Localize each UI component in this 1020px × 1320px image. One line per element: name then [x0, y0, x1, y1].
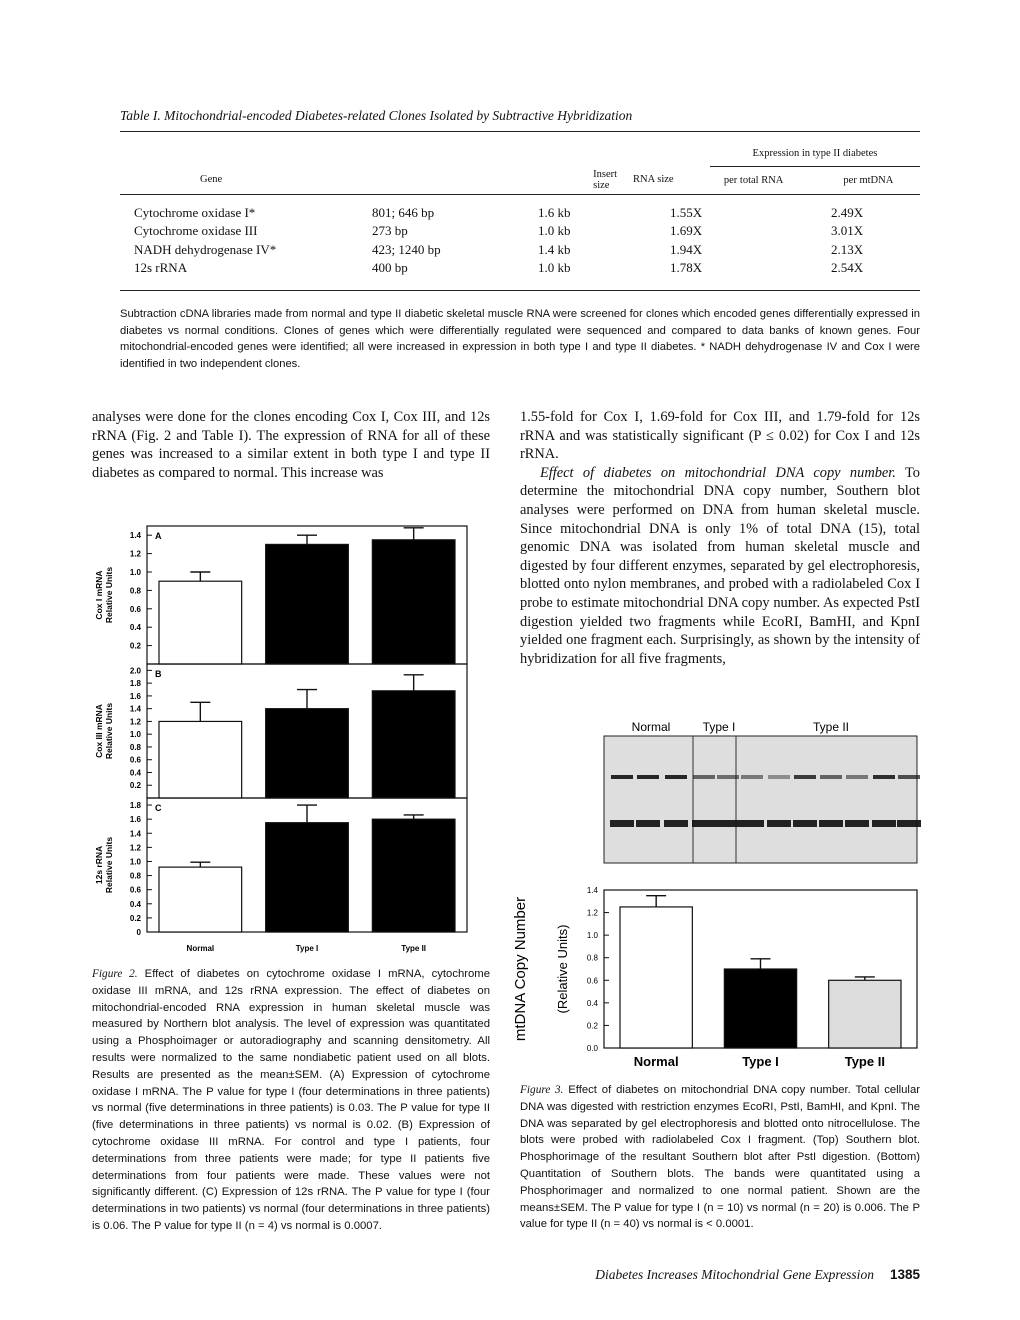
table-1: [120, 142, 920, 195]
blot-band-upper: [611, 775, 633, 779]
blot-band-upper: [665, 775, 687, 779]
y-tick-label: 1.6: [129, 691, 141, 701]
blot-band-upper: [898, 775, 920, 779]
y-tick-label: 1.2: [129, 843, 141, 853]
running-title: Diabetes Increases Mitochondrial Gene Expression: [595, 1267, 874, 1282]
bar: [266, 544, 349, 664]
th-insert-size: Insert size: [593, 168, 618, 191]
y-tick-label: 1.4: [129, 829, 141, 839]
y-tick-label: 0.6: [129, 755, 141, 765]
y-axis-label: Cox I mRNA: [94, 570, 104, 620]
blot-band-lower: [636, 820, 660, 827]
bar: [159, 867, 242, 932]
panel-letter: C: [155, 803, 162, 813]
table-row: 12s rRNA 400 bp 1.0 kb 1.78X 2.54X: [134, 260, 864, 276]
panel-letter: B: [155, 669, 162, 679]
y-tick-label: 1.4: [129, 704, 141, 714]
blot-band-lower: [716, 820, 740, 827]
y-axis-label-units: Relative Units: [104, 702, 114, 760]
x-tick-label: Type I: [295, 944, 319, 953]
blot-band-upper: [873, 775, 895, 779]
figure-3-caption: Figure 3. Effect of diabetes on mitochondrial DNA copy number. Total cellular DNA was digested with restriction enzymes EcoRI, PstI, BamHI, and KpnI. The DNA was separated by gel electrophoresis and blotted onto nitrocellulose. The blots were probed with radiolabeled Cox I fragment. (Top) Southern blot. Phosphorimage of the resultant Southern blot after PstI digestion. (Bottom) Quantitation of Southern blots. The bands were quantitated using a Phosphorimager and normalized to one normal patient. Shown are the means±SEM. The P value for type I (n = 10) vs normal (n = 20) is 0.006. The P value for type II (n = 40) vs normal is < 0.0001.: [520, 1084, 920, 1231]
table-bottom-rule: [120, 290, 920, 291]
page-footer: [595, 1267, 920, 1283]
y-axis-label-units: (Relative Units): [555, 924, 570, 1014]
y-tick-label: 0.2: [586, 1021, 598, 1031]
y-tick-label: 0.8: [129, 586, 141, 596]
y-tick-label: 1.0: [586, 931, 598, 941]
blot-band-lower: [819, 820, 843, 827]
y-tick-label: 1.0: [129, 730, 141, 740]
y-tick-label: 1.0: [129, 568, 141, 577]
y-tick-label: 1.4: [129, 531, 141, 541]
blot-band-upper: [794, 775, 816, 779]
right-column-text: [520, 408, 920, 668]
y-tick-label: 0.6: [586, 976, 598, 986]
page-number: 1385: [889, 1267, 920, 1282]
figure-2-panel-C: [94, 798, 467, 953]
y-tick-label: 0.0: [586, 1044, 598, 1053]
left-column-paragraph: analyses were done for the clones encoding Cox I, Cox III, and 12s rRNA (Fig. 2 and Table I). The expression of RNA for all of these genes was increased to a similar extent in both type I and type II diabetes as compared to normal. This increase was: [92, 409, 490, 481]
blot-band-lower: [845, 820, 869, 827]
th-per-mtdna: per mtDNA: [843, 174, 894, 186]
bar: [372, 540, 455, 664]
table-row: NADH dehydrogenase IV* 423; 1240 bp 1.4 kb 1.94X 2.13X: [134, 241, 864, 257]
figure-3: [505, 712, 925, 1077]
blot-band-upper: [741, 775, 763, 779]
table-row: Cytochrome oxidase III 273 bp 1.0 kb 1.69X 3.01X: [134, 223, 864, 239]
x-tick-label: Type II: [401, 944, 427, 953]
blot-label-normal: Normal: [631, 720, 671, 734]
table-row: Cytochrome oxidase I* 801; 646 bp 1.6 kb 1.55X 2.49X: [134, 205, 864, 220]
blot-band-lower: [740, 820, 764, 827]
blot-band-lower: [664, 820, 688, 827]
y-tick-label: 1.4: [586, 886, 598, 895]
blot-label-type1: Type I: [702, 720, 736, 734]
blot-band-lower: [610, 820, 634, 827]
y-tick-label: 0.8: [129, 742, 141, 752]
bar: [829, 980, 901, 1048]
blot-band-lower: [872, 820, 896, 827]
figure-2-panels: [94, 526, 467, 953]
blot-band-lower: [897, 820, 921, 827]
blot-band-upper: [717, 775, 739, 779]
blot-band-upper: [693, 775, 715, 779]
y-tick-label: 0.6: [129, 604, 141, 614]
bar: [266, 823, 349, 932]
blot-band-upper: [637, 775, 659, 779]
y-tick-label: 0: [136, 928, 141, 937]
table-top-rule: [120, 131, 920, 132]
section-heading: Effect of diabetes on mitochondrial DNA copy number.: [540, 464, 896, 481]
y-tick-label: 0.4: [129, 768, 141, 778]
figure-2: [84, 520, 494, 965]
table-group-header: Expression in type II diabetes: [710, 142, 920, 166]
x-tick-label: Type II: [844, 1054, 885, 1069]
y-tick-label: 1.0: [129, 857, 141, 867]
y-tick-label: 0.4: [129, 899, 141, 909]
southern-blot: [604, 720, 921, 863]
bar: [159, 721, 242, 798]
th-per-total-rna: per total RNA: [723, 174, 784, 186]
y-tick-label: 1.2: [129, 717, 141, 727]
blot-band-upper: [768, 775, 790, 779]
figure-2-panel-B: [94, 664, 467, 798]
x-tick-label: Normal: [186, 944, 215, 953]
y-tick-label: 1.8: [129, 801, 141, 811]
x-tick-label: Normal: [633, 1054, 679, 1069]
y-tick-label: 0.8: [586, 953, 598, 963]
blot-band-upper: [846, 775, 868, 779]
right-paragraph-1: 1.55-fold for Cox I, 1.69-fold for Cox III, and 1.79-fold for 12s rRNA and was statistically significant (P ≤ 0.02) for Cox I and 12s rRNA.: [520, 409, 920, 463]
x-tick-label: Type I: [742, 1054, 779, 1069]
y-axis-label-units: Relative Units: [104, 566, 114, 624]
y-tick-label: 0.6: [129, 885, 141, 895]
blot-band-lower: [793, 820, 817, 827]
th-rna-size: RNA size: [633, 174, 674, 186]
y-tick-label: 0.8: [129, 871, 141, 881]
blot-label-type2: Type II: [812, 720, 850, 734]
bar: [620, 907, 692, 1048]
th-gene: Gene: [200, 174, 223, 186]
y-tick-label: 0.2: [129, 781, 141, 791]
figure-2-caption: Figure 2. Effect of diabetes on cytochrome oxidase I mRNA, cytochrome oxidase III mRNA, and 12s rRNA expression. The effect of diabetes on mitochondrial-encoded RNA expression in human skeletal muscle was measured by Northern blot analysis. The level of expression was quantitated using a Phosphoimager or autoradiography and scanning densitometry. All results were normalized to the same nondiabetic patient used on all blots. Results are presented as the mean±SEM. (A) Expression of cytochrome oxidase I mRNA. The P value for type I (four determinations in three patients) vs normal (five determinations in three patients) is 0.03. The P value for type II (five determinations in three patients) vs normal is 0.02. (B) Expression of cytochrome oxidase III mRNA. For control and type I patients, four determinations from three patients were made; for type II patients five determinations from four patients were made. These values were not significantly different. (C) Expression of 12s rRNA. The P value for type I (four determinations in two patients) vs normal (four determinations in three patients) is 0.06. The P value for type II (n = 4) vs normal is 0.0007.: [92, 968, 490, 1232]
bar: [159, 581, 242, 664]
y-tick-label: 1.2: [586, 908, 598, 918]
y-axis-label-units: Relative Units: [104, 836, 114, 894]
y-tick-label: 0.4: [129, 623, 141, 633]
y-tick-label: 0.2: [129, 913, 141, 923]
y-axis-label: 12s rRNA: [94, 845, 104, 885]
y-axis-label: Cox III mRNA: [94, 704, 104, 758]
table-rows: [120, 204, 920, 278]
blot-band-upper: [820, 775, 842, 779]
panel-letter: A: [155, 531, 162, 541]
table-footnote: Subtraction cDNA libraries made from normal and type II diabetic skeletal muscle RNA were screened for clones which encoded genes differentially expressed in diabetes vs normal conditions. Clones of genes which were differentially regulated were sequenced and compared to data banks of known genes. Four mitochondrial-encoded genes were identified; all were increased in expression in both type I and type II diabetes. * NADH dehydrogenase IV and Cox I were identified in two independent clones.: [120, 308, 920, 370]
y-tick-label: 1.2: [129, 549, 141, 559]
y-tick-label: 0.2: [129, 641, 141, 651]
y-tick-label: 0.4: [586, 998, 598, 1008]
blot-band-lower: [692, 820, 716, 827]
table-caption: Table I. Mitochondrial-encoded Diabetes-related Clones Isolated by Subtractive Hybridization: [120, 108, 633, 123]
blot-band-lower: [767, 820, 791, 827]
bar: [266, 709, 349, 798]
bar: [724, 969, 796, 1048]
figure-2-panel-A: [94, 526, 467, 664]
y-tick-label: 1.8: [129, 679, 141, 689]
right-paragraph-2: Effect of diabetes on mitochondrial DNA copy number. To determine the mitochondrial DNA copy number, Southern blot analyses were performed on DNA from human skeletal muscle. Since mitochondrial DNA is only 1% of total DNA (15), total genomic DNA was isolated from human skeletal muscle and digested by four different enzymes, separated by gel electrophoresis, blotted onto nylon membranes, and probed with a radiolabeled Cox I probe to estimate mitochondrial DNA copy number. As expected PstI digestion yielded two fragments while EcoRI, BamHI, and KpnI yielded one fragment each. Surprisingly, as shown by the intensity of hybridization for all five fragments,: [520, 464, 920, 667]
y-tick-label: 1.6: [129, 815, 141, 825]
mtdna-bar-chart: [512, 886, 917, 1069]
bar: [372, 819, 455, 932]
y-axis-label: mtDNA Copy Number: [512, 896, 529, 1042]
bar: [372, 691, 455, 798]
y-tick-label: 2.0: [129, 666, 141, 676]
